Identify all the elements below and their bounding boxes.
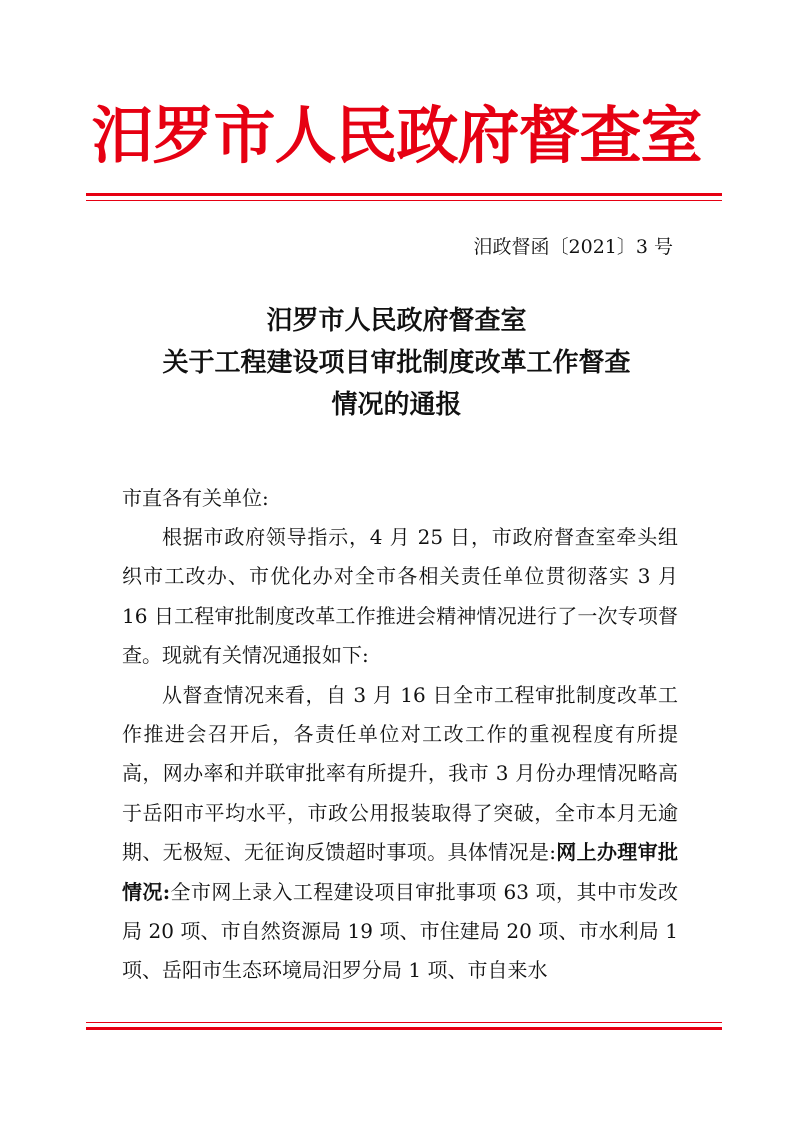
masthead-divider-thick (86, 193, 722, 196)
paragraph-2 (122, 676, 678, 991)
title-line-1: 汨罗市人民政府督查室 (266, 306, 527, 336)
footer-divider-thick (86, 1027, 722, 1030)
title-line-2: 关于工程建设项目审批制度改革工作督查 (162, 348, 631, 378)
paragraph-1: 根据市政府领导指示，4 月 25 日，市政府督查室牵头组织市工改办、市优化办对全市各相关责任单位贯彻落实 3 月 16 日工程审批制度改革工作推进会精神情况进行了一次专项督查。现就有关情况通报如下: (122, 525, 678, 668)
document-title (0, 300, 793, 426)
title-line-3: 情况的通报 (331, 390, 462, 420)
paragraph-2-tail: 全市网上录入工程建设项目审批事项 63 项，其中市发改局 20 项、市自然资源局 19 项、市住建局 20 项、市水利局 1 项、岳阳市生态环境局汨罗分局 1 项、市自来水 (122, 879, 678, 983)
paragraph-2-bold-heading: 网上办理审批情况: (122, 840, 678, 904)
footer-divider-thin (86, 1022, 722, 1023)
paragraph-2-text: 从督查情况来看，自 3 月 16 日全市工程审批制度改革工作推进会召开后，各责任单位对工改工作的重视程度有所提高，网办率和并联审批率有所提升，我市 3 月份办理情况略高于岳阳市平均水平，市政公用报装取得了突破，全市本月无逾期、无极短、无征询反馈超时事项。具体情况是: (122, 682, 678, 865)
document-body (122, 518, 678, 991)
document-number: 汨政督函〔2021〕3 号 (473, 236, 673, 258)
salutation: 市直各有关单位: (122, 486, 269, 510)
org-masthead: 汨罗市人民政府督查室 (91, 99, 702, 172)
masthead-divider-thin (86, 200, 722, 201)
